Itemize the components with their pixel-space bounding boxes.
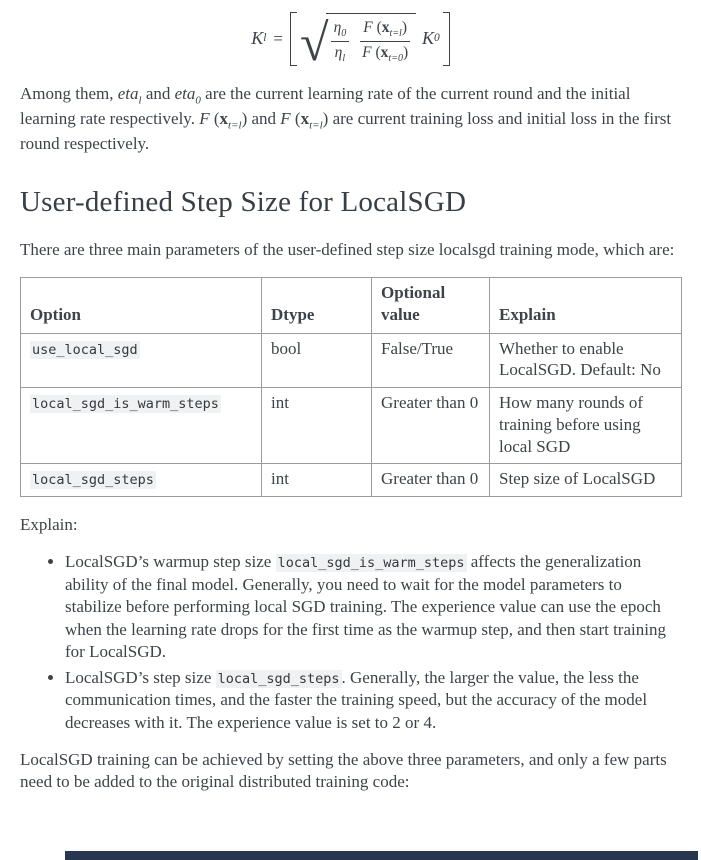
optional-value-cell: Greater than 0 — [372, 464, 490, 497]
table-header-row — [21, 278, 682, 334]
bullet-list — [20, 551, 681, 734]
option-cell — [21, 388, 262, 464]
equals-sign: = — [273, 28, 284, 48]
intro-paragraph: Among them, eta$_l$ and eta$_0$ are the current learning rate of the current round and the initial learning rate respectively. F $(x_{t=l})$ and F $(x_{t=l})$ are current training loss and initial loss in the first round respectively. — [20, 84, 672, 153]
explain-cell: Step size of LocalSGD — [490, 464, 682, 497]
code-block-top-cutoff — [65, 851, 698, 860]
table-row — [21, 333, 682, 388]
inline-code: local_sgd_is_warm_steps — [277, 555, 465, 572]
section-intro-paragraph: There are three main parameters of the user-defined step size localsgd training mode, which are: — [20, 239, 675, 259]
formula-k-0: K — [422, 28, 435, 49]
math-formula — [20, 0, 681, 72]
formula-k-0-sub: 0 — [434, 32, 440, 45]
loss-term-2: F $(x_{t=l})$ — [280, 108, 329, 132]
header-cell-optional-value: Optional value — [372, 278, 490, 334]
table-row — [21, 464, 682, 497]
radicand — [326, 13, 416, 66]
list-item: • LocalSGD’s step size local_sgd_steps . Generally, the larger the value, the less the communication times, and the faster the training speed, but the accuracy of the model decreases with it. The experience value is set to 2 or 4. — [65, 667, 681, 734]
right-bracket — [443, 12, 450, 66]
formula-k-l: K — [251, 28, 264, 49]
eta-numerator: $\eta_0$ — [331, 18, 350, 42]
radical-sign: √ — [300, 15, 329, 72]
dtype-cell: int — [262, 388, 372, 464]
header-cell-dtype: Dtype — [262, 278, 372, 334]
option-cell — [21, 464, 262, 497]
params-table — [20, 277, 682, 497]
section-heading: User-defined Step Size for LocalSGD — [20, 186, 467, 219]
inline-code: local_sgd_is_warm_steps — [32, 396, 219, 413]
formula-k-l-sub: l — [263, 32, 267, 45]
eta-fraction — [331, 18, 350, 66]
explain-cell: Whether to enable LocalSGD. Default: No — [490, 333, 682, 388]
dtype-cell: int — [262, 464, 372, 497]
table-row — [21, 388, 682, 464]
inline-code: use_local_sgd — [32, 341, 138, 358]
eta-l-var: eta$_l$ — [117, 84, 142, 107]
header-cell-explain: Explain — [490, 278, 682, 334]
option-cell — [21, 333, 262, 388]
left-bracket — [290, 12, 297, 66]
explain-cell: How many rounds of training before using local SGD — [490, 388, 682, 464]
header-cell-option: Option — [21, 278, 262, 334]
loss-fraction — [360, 18, 410, 66]
loss-numerator: F $(x_{t=l})$ — [360, 18, 410, 42]
optional-value-cell: Greater than 0 — [372, 388, 490, 464]
dtype-cell: bool — [262, 333, 372, 388]
closing-paragraph: LocalSGD training can be achieved by setting the above three parameters, and only a few parts need to be added to the original distributed training code: — [20, 749, 667, 792]
inline-code: local_sgd_steps — [32, 472, 154, 489]
optional-value-cell: False/True — [372, 333, 490, 388]
inline-code: local_sgd_steps — [217, 670, 340, 687]
explain-label: Explain: — [20, 515, 78, 535]
eta-0-var: eta$_0$ — [174, 84, 201, 107]
loss-denominator: F $(x_{t=0})$ — [362, 44, 409, 65]
list-item: • LocalSGD’s warmup step size local_sgd_is_warm_steps affects the generalization ability of the final model. Generally, you need to wait for the model parameters to stabilize before performing local SGD training. The experience value can use the epoch when the learning rate drops for the first time as the warmup step, and then start training for LocalSGD. — [65, 551, 681, 663]
loss-term-1: F $(x_{t=l})$ — [199, 108, 248, 132]
eta-denominator: $\eta_l$ — [334, 44, 346, 65]
